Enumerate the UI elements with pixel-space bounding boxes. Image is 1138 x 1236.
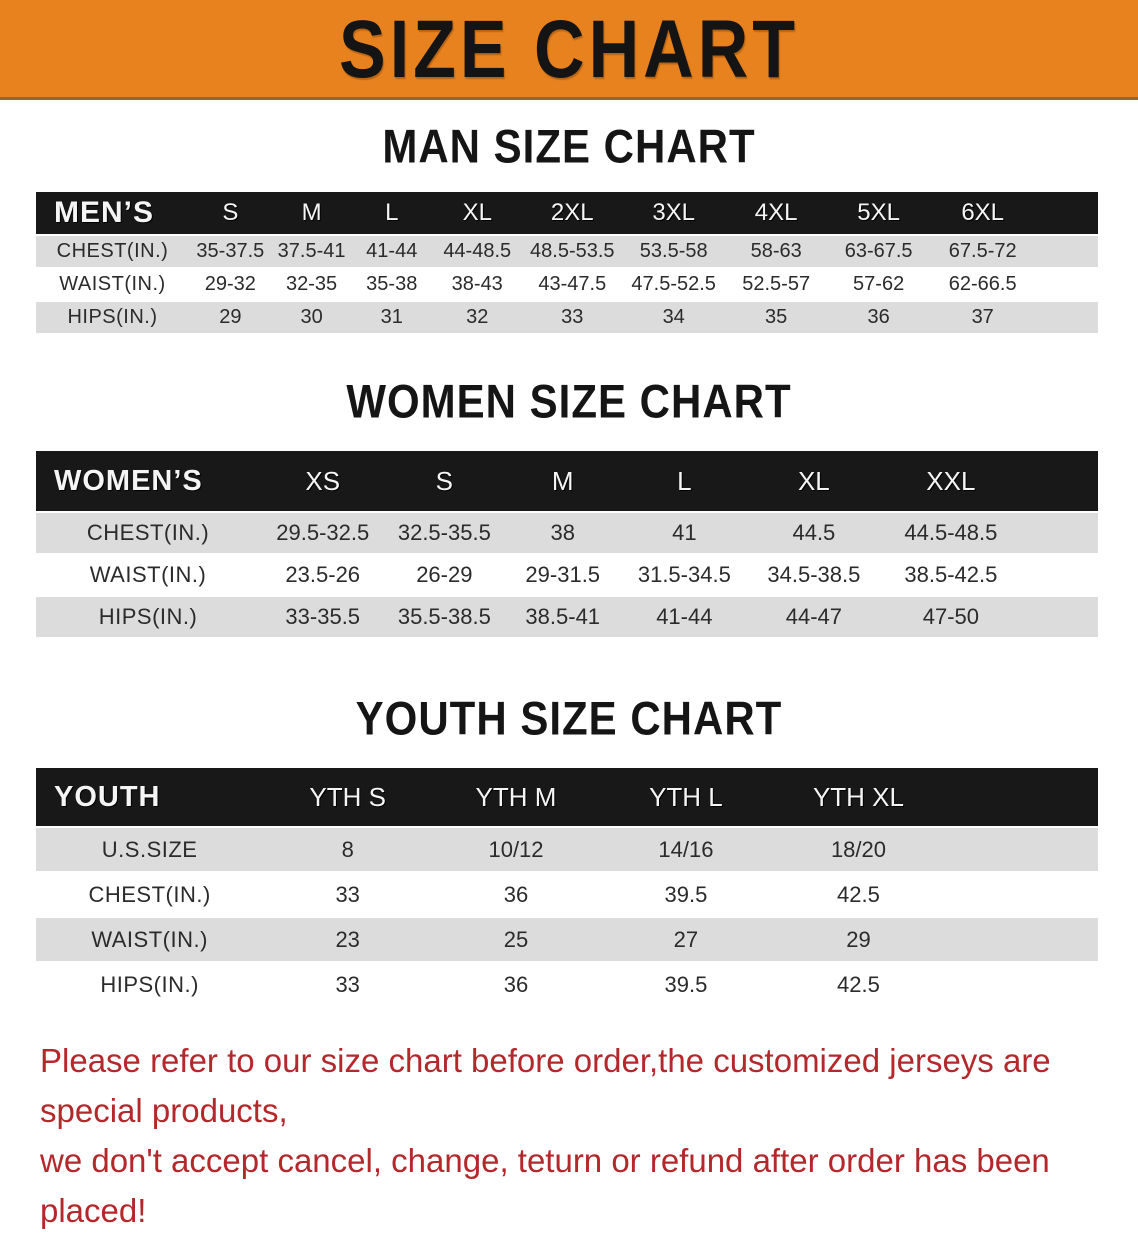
- youth-size-col: YTH M: [432, 768, 600, 826]
- cell: 32: [432, 302, 522, 333]
- cell: 8: [263, 828, 432, 871]
- women-table-header-row: [36, 451, 1098, 511]
- youth-size-col: YTH L: [600, 768, 772, 826]
- men-chest-row: [36, 236, 1098, 267]
- cell: 14/16: [600, 828, 772, 871]
- cell: 38.5-42.5: [881, 555, 1020, 595]
- cell: 38: [503, 513, 622, 553]
- row-label: WAIST(IN.): [36, 269, 189, 300]
- youth-table-corner-label: YOUTH: [36, 768, 263, 826]
- cell: 53.5-58: [622, 236, 725, 267]
- women-chest-row: [36, 513, 1098, 553]
- row-spacer: [1020, 555, 1098, 595]
- women-header-spacer: [1020, 451, 1098, 511]
- cell: 26-29: [385, 555, 503, 595]
- youth-table-header-row: [36, 768, 1098, 826]
- cell: 36: [432, 963, 600, 1006]
- row-label: CHEST(IN.): [36, 873, 263, 916]
- row-label: U.S.SIZE: [36, 828, 263, 871]
- youth-waist-row: [36, 918, 1098, 961]
- size-chart-banner: [0, 0, 1138, 100]
- cell: 39.5: [600, 873, 772, 916]
- cell: 29: [189, 302, 272, 333]
- row-spacer: [1020, 597, 1098, 637]
- cell: 34: [622, 302, 725, 333]
- cell: 44-48.5: [432, 236, 522, 267]
- cell: 23: [263, 918, 432, 961]
- cell: 57-62: [827, 269, 930, 300]
- cell: 42.5: [772, 873, 945, 916]
- cell: 33: [263, 873, 432, 916]
- men-size-col: L: [351, 192, 432, 234]
- cell: 18/20: [772, 828, 945, 871]
- cell: 34.5-38.5: [746, 555, 881, 595]
- women-size-table: [36, 449, 1098, 639]
- men-section-heading-text: MAN SIZE CHART: [382, 120, 756, 173]
- cell: 35: [725, 302, 827, 333]
- cell: 32-35: [272, 269, 352, 300]
- cell: 44.5-48.5: [881, 513, 1020, 553]
- row-spacer: [945, 918, 1098, 961]
- youth-size-col: YTH XL: [772, 768, 945, 826]
- cell: 42.5: [772, 963, 945, 1006]
- men-size-table: [36, 190, 1098, 335]
- men-size-col: 5XL: [827, 192, 930, 234]
- disclaimer-line-1: Please refer to our size chart before order,the customized jerseys are special products,: [40, 1042, 1051, 1129]
- cell: 25: [432, 918, 600, 961]
- row-spacer: [1035, 269, 1098, 300]
- women-size-col: XL: [746, 451, 881, 511]
- cell: 31.5-34.5: [622, 555, 746, 595]
- row-label: WAIST(IN.): [36, 555, 260, 595]
- cell: 23.5-26: [260, 555, 385, 595]
- cell: 41: [622, 513, 746, 553]
- women-section-heading-text: WOMEN SIZE CHART: [346, 375, 792, 428]
- cell: 36: [827, 302, 930, 333]
- row-spacer: [945, 873, 1098, 916]
- men-size-col: 2XL: [522, 192, 622, 234]
- men-hips-row: [36, 302, 1098, 333]
- women-section-heading: [0, 375, 1138, 428]
- youth-section-heading: [0, 692, 1138, 745]
- men-table-header-row: [36, 192, 1098, 234]
- youth-chest-row: [36, 873, 1098, 916]
- cell: 35-37.5: [189, 236, 272, 267]
- disclaimer-text: [40, 1036, 1118, 1236]
- row-label: CHEST(IN.): [36, 513, 260, 553]
- youth-ussize-row: [36, 828, 1098, 871]
- men-waist-row: [36, 269, 1098, 300]
- row-spacer: [945, 828, 1098, 871]
- men-size-col: XL: [432, 192, 522, 234]
- youth-size-table: [36, 766, 1098, 1008]
- cell: 38.5-41: [503, 597, 622, 637]
- row-label: HIPS(IN.): [36, 302, 189, 333]
- cell: 39.5: [600, 963, 772, 1006]
- men-size-col: 6XL: [930, 192, 1035, 234]
- cell: 48.5-53.5: [522, 236, 622, 267]
- youth-size-col: YTH S: [263, 768, 432, 826]
- women-waist-row: [36, 555, 1098, 595]
- men-table-corner-label: MEN’S: [36, 192, 189, 234]
- row-spacer: [1035, 302, 1098, 333]
- row-label: CHEST(IN.): [36, 236, 189, 267]
- cell: 33: [522, 302, 622, 333]
- women-hips-row: [36, 597, 1098, 637]
- cell: 67.5-72: [930, 236, 1035, 267]
- men-size-col: 4XL: [725, 192, 827, 234]
- cell: 44.5: [746, 513, 881, 553]
- row-spacer: [945, 963, 1098, 1006]
- cell: 38-43: [432, 269, 522, 300]
- cell: 37.5-41: [272, 236, 352, 267]
- cell: 29-31.5: [503, 555, 622, 595]
- cell: 29-32: [189, 269, 272, 300]
- cell: 58-63: [725, 236, 827, 267]
- men-section-heading: [0, 120, 1138, 173]
- youth-hips-row: [36, 963, 1098, 1006]
- cell: 27: [600, 918, 772, 961]
- cell: 41-44: [622, 597, 746, 637]
- women-size-col: M: [503, 451, 622, 511]
- cell: 29.5-32.5: [260, 513, 385, 553]
- cell: 30: [272, 302, 352, 333]
- row-spacer: [1035, 236, 1098, 267]
- cell: 47.5-52.5: [622, 269, 725, 300]
- cell: 31: [351, 302, 432, 333]
- cell: 29: [772, 918, 945, 961]
- disclaimer-line-2: we don't accept cancel, change, teturn or refund after order has been placed!: [40, 1142, 1050, 1229]
- cell: 62-66.5: [930, 269, 1035, 300]
- row-label: HIPS(IN.): [36, 597, 260, 637]
- cell: 32.5-35.5: [385, 513, 503, 553]
- cell: 33-35.5: [260, 597, 385, 637]
- men-size-col: 3XL: [622, 192, 725, 234]
- row-label: HIPS(IN.): [36, 963, 263, 1006]
- men-header-spacer: [1035, 192, 1098, 234]
- women-table-corner-label: WOMEN’S: [36, 451, 260, 511]
- cell: 41-44: [351, 236, 432, 267]
- cell: 52.5-57: [725, 269, 827, 300]
- cell: 36: [432, 873, 600, 916]
- cell: 10/12: [432, 828, 600, 871]
- women-size-col: L: [622, 451, 746, 511]
- women-size-col: S: [385, 451, 503, 511]
- cell: 37: [930, 302, 1035, 333]
- row-spacer: [1020, 513, 1098, 553]
- cell: 44-47: [746, 597, 881, 637]
- cell: 35-38: [351, 269, 432, 300]
- cell: 47-50: [881, 597, 1020, 637]
- cell: 43-47.5: [522, 269, 622, 300]
- row-label: WAIST(IN.): [36, 918, 263, 961]
- youth-section-heading-text: YOUTH SIZE CHART: [355, 692, 783, 745]
- men-size-col: S: [189, 192, 272, 234]
- cell: 63-67.5: [827, 236, 930, 267]
- banner-title: SIZE CHART: [339, 3, 799, 94]
- cell: 33: [263, 963, 432, 1006]
- women-size-col: XS: [260, 451, 385, 511]
- cell: 35.5-38.5: [385, 597, 503, 637]
- men-size-col: M: [272, 192, 352, 234]
- women-size-col: XXL: [881, 451, 1020, 511]
- youth-header-spacer: [945, 768, 1098, 826]
